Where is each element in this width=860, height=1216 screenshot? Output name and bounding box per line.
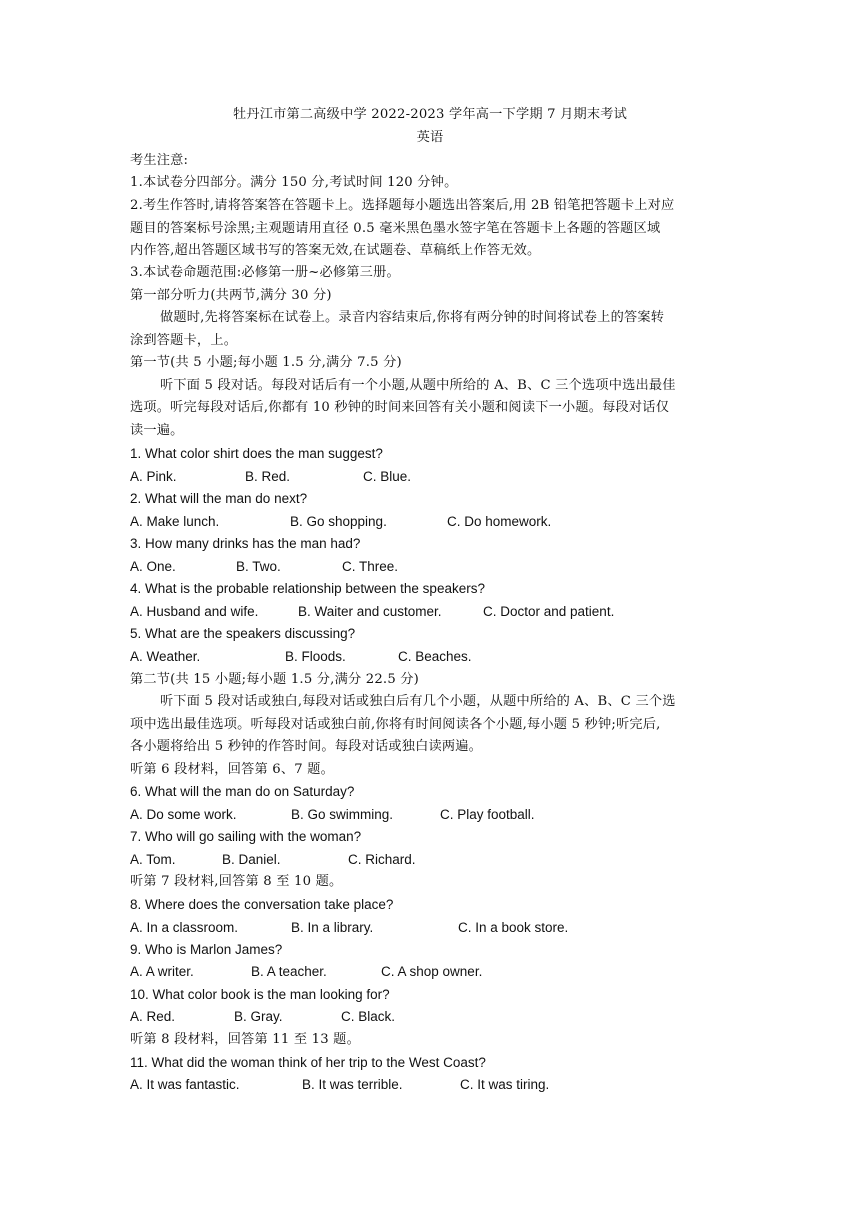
q1-option-a: A. Pink. — [130, 469, 177, 484]
question-9: 9. Who is Marlon James? — [130, 942, 283, 957]
q2-option-b: B. Go shopping. — [290, 514, 387, 529]
notice-item-1: 1.本试卷分四部分。满分 150 分,考试时间 120 分钟。 — [130, 175, 458, 190]
section2-intro-line-2: 项中选出最佳选项。听每段对话或独白前,你将有时间阅读各个小题,每小题 5 秒钟;听完后, — [130, 717, 661, 732]
section1-intro-line-2: 选项。听完每段对话后,你都有 10 秒钟的时间来回答有关小题和阅读下一小题。每段对话仅 — [130, 400, 670, 415]
q9-option-a: A. A writer. — [130, 964, 194, 979]
q3-option-c: C. Three. — [342, 559, 399, 574]
question-8: 8. Where does the conversation take place? — [130, 897, 394, 912]
q10-option-a: A. Red. — [130, 1009, 176, 1024]
question-7: 7. Who will go sailing with the woman? — [130, 829, 362, 844]
material-8-heading: 听第 8 段材料，回答第 11 至 13 题。 — [130, 1032, 360, 1047]
question-4: 4. What is the probable relationship between the speakers? — [130, 581, 485, 596]
q8-option-c: C. In a book store. — [458, 920, 569, 935]
material-7-heading: 听第 7 段材料,回答第 8 至 10 题。 — [130, 874, 343, 889]
notice-item-2-line-3: 内作答,超出答题区域书写的答案无效,在试题卷、草稿纸上作答无效。 — [130, 243, 541, 258]
q2-option-a: A. Make lunch. — [130, 514, 220, 529]
q5-option-c: C. Beaches. — [398, 649, 472, 664]
section2-intro-line-1: 听下面 5 段对话或独白,每段对话或独白后有几个小题，从题中所给的 A、B、C 三个选 — [160, 694, 676, 709]
q4-option-c: C. Doctor and patient. — [483, 604, 615, 619]
q1-option-c: C. Blue. — [363, 469, 412, 484]
part1-heading: 第一部分听力(共两节,满分 30 分) — [130, 288, 332, 303]
notice-item-2-line-2: 题目的答案标号涂黑;主观题请用直径 0.5 毫米黑色墨水签字笔在答题卡上各题的答题区域 — [130, 221, 661, 236]
q7-option-c: C. Richard. — [348, 852, 416, 867]
section2-heading: 第二节(共 15 小题;每小题 1.5 分,满分 22.5 分) — [130, 672, 420, 687]
q8-option-a: A. In a classroom. — [130, 920, 239, 935]
section1-intro-line-3: 读一遍。 — [130, 423, 184, 438]
material-6-heading: 听第 6 段材料，回答第 6、7 题。 — [130, 762, 334, 777]
q3-option-a: A. One. — [130, 559, 176, 574]
q6-option-c: C. Play football. — [440, 807, 535, 822]
q6-option-b: B. Go swimming. — [291, 807, 394, 822]
q6-option-a: A. Do some work. — [130, 807, 237, 822]
q7-option-b: B. Daniel. — [222, 852, 281, 867]
q1-option-b: B. Red. — [245, 469, 291, 484]
section1-heading: 第一节(共 5 小题;每小题 1.5 分,满分 7.5 分) — [130, 355, 402, 370]
notice-item-2-line-1: 2.考生作答时,请将答案答在答题卡上。选择题每小题选出答案后,用 2B 铅笔把答题卡上对应 — [130, 198, 675, 213]
q5-option-b: B. Floods. — [285, 649, 346, 664]
question-2: 2. What will the man do next? — [130, 491, 308, 506]
question-1: 1. What color shirt does the man suggest? — [130, 446, 383, 461]
q10-option-c: C. Black. — [341, 1009, 396, 1024]
part1-intro-line-2: 涂到答题卡，上。 — [130, 333, 238, 348]
q11-option-a: A. It was fantastic. — [130, 1077, 240, 1092]
q11-option-c: C. It was tiring. — [460, 1077, 550, 1092]
section1-intro-line-1: 听下面 5 段对话。每段对话后有一个小题,从题中所给的 A、B、C 三个选项中选出最佳 — [160, 378, 676, 393]
question-11: 11. What did the woman think of her trip to the West Coast? — [130, 1055, 486, 1070]
part1-intro-line-1: 做题时,先将答案标在试卷上。录音内容结束后,你将有两分钟的时间将试卷上的答案转 — [160, 310, 665, 325]
q10-option-b: B. Gray. — [234, 1009, 283, 1024]
q5-option-a: A. Weather. — [130, 649, 201, 664]
q8-option-b: B. In a library. — [291, 920, 374, 935]
q9-option-b: B. A teacher. — [251, 964, 327, 979]
exam-title: 牡丹江市第二高级中学 2022-2023 学年高一下学期 7 月期末考试 — [232, 107, 628, 122]
notice-item-3: 3.本试卷命题范围:必修第一册~必修第三册。 — [130, 265, 400, 280]
q4-option-b: B. Waiter and customer. — [298, 604, 442, 619]
section2-intro-line-3: 各小题将给出 5 秒钟的作答时间。每段对话或独白读两遍。 — [130, 739, 483, 754]
q2-option-c: C. Do homework. — [447, 514, 552, 529]
q3-option-b: B. Two. — [236, 559, 281, 574]
question-5: 5. What are the speakers discussing? — [130, 626, 356, 641]
q9-option-c: C. A shop owner. — [381, 964, 483, 979]
q7-option-a: A. Tom. — [130, 852, 176, 867]
notice-heading: 考生注意: — [130, 153, 189, 168]
question-3: 3. How many drinks has the man had? — [130, 536, 361, 551]
exam-subject: 英语 — [416, 130, 444, 145]
q4-option-a: A. Husband and wife. — [130, 604, 259, 619]
question-10: 10. What color book is the man looking for? — [130, 987, 390, 1002]
question-6: 6. What will the man do on Saturday? — [130, 784, 355, 799]
q11-option-b: B. It was terrible. — [302, 1077, 403, 1092]
